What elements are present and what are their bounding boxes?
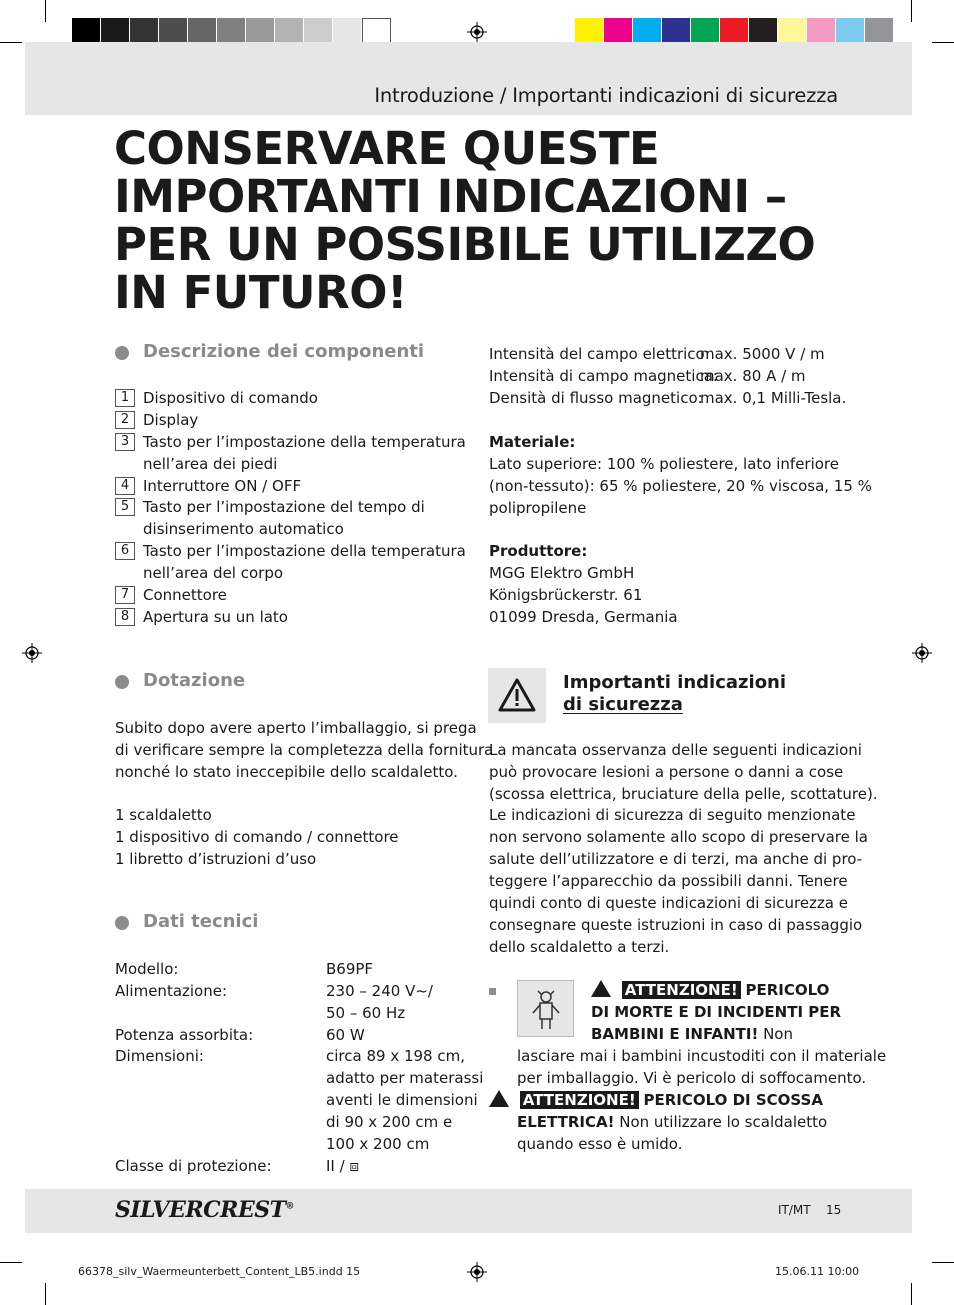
- safety-text: quindi conto di queste indicazioni di sicurezza e: [489, 894, 848, 912]
- attention-badge: ATTENZIONE!: [622, 981, 741, 999]
- tech-value: 60 W: [326, 1026, 365, 1044]
- component-label-cont: disinserimento automatico: [143, 520, 344, 538]
- component-number: 6: [115, 542, 135, 560]
- warning1-line3: [591, 1023, 793, 1045]
- field-label: Intensità di campo magnetica:: [489, 367, 718, 385]
- section-bullet: [115, 916, 129, 930]
- tech-label: Modello:: [115, 960, 179, 978]
- manufacturer-text: MGG Elektro GmbH: [489, 564, 635, 582]
- tech-value: 230 – 240 V~/: [326, 982, 433, 1000]
- component-label: Apertura su un lato: [143, 608, 288, 626]
- tech-label: Classe di protezione:: [115, 1157, 272, 1175]
- attention-badge: ATTENZIONE!: [520, 1091, 639, 1109]
- material-text: polipropilene: [489, 499, 587, 517]
- crop-mark: [911, 1283, 912, 1305]
- tech-value: 100 x 200 cm: [326, 1135, 430, 1153]
- section-bullet: [115, 346, 129, 360]
- warning-box: [488, 668, 546, 723]
- component-number: 1: [115, 389, 135, 407]
- section-bullet: [115, 675, 129, 689]
- crop-mark: [932, 1262, 954, 1263]
- component-label: Tasto per l’impostazione della temperatura: [143, 542, 466, 560]
- safety-text: (scossa elettrica, bruciature della pelle, scottature).: [489, 785, 878, 803]
- dotazione-text: nonché lo stato ineccepibile dello scaldaletto.: [115, 763, 458, 781]
- material-heading: Materiale:: [489, 433, 576, 451]
- field-value: max. 5000 V / m: [700, 345, 825, 363]
- registered-mark: ®: [285, 1201, 294, 1212]
- safety-heading-line2: di sicurezza: [563, 694, 683, 715]
- warning1-line1: [591, 979, 829, 1001]
- tech-label: Alimentazione:: [115, 982, 228, 1000]
- warning1-bold: BAMBINI E INFANTI!: [591, 1025, 759, 1043]
- tech-value: 50 – 60 Hz: [326, 1004, 406, 1022]
- warning1-line4: lasciare mai i bambini incustoditi con il materiale: [517, 1047, 887, 1065]
- page-language: IT/MT: [778, 1203, 811, 1217]
- safety-heading: [563, 672, 786, 716]
- safety-text: teggere l’apparecchio da possibili danni. Tenere: [489, 872, 848, 890]
- safety-text: salute dell’utilizzatore e di terzi, ma anche di pro-: [489, 850, 863, 868]
- component-number: 5: [115, 498, 135, 516]
- main-title: CONSERVARE QUESTE IMPORTANTI INDICAZIONI – PER UN POSSIBILE UTILIZZO IN FUTURO!: [114, 122, 816, 319]
- registration-mark-icon: [912, 643, 932, 663]
- component-label-cont: nell’area dei piedi: [143, 455, 278, 473]
- warning1-text: Non: [763, 1025, 793, 1043]
- dotazione-item: 1 scaldaletto: [115, 806, 212, 824]
- warning-triangle-icon: [488, 668, 546, 723]
- components-heading: Descrizione dei componenti: [143, 341, 425, 362]
- component-number: 7: [115, 586, 135, 604]
- crop-mark: [932, 42, 954, 43]
- child-with-bag-icon: [518, 981, 573, 1036]
- registration-mark-icon: [467, 22, 487, 42]
- manufacturer-text: 01099 Dresda, Germania: [489, 608, 678, 626]
- safety-text: può provocare lesioni a persone o danni a cose: [489, 763, 844, 781]
- dotazione-item: 1 libretto d’istruzioni d’uso: [115, 850, 317, 868]
- component-number: 2: [115, 411, 135, 429]
- safety-text: consegnare queste istruzioni in caso di passaggio: [489, 916, 863, 934]
- slug-date: 15.06.11 10:00: [775, 1265, 860, 1278]
- crop-mark: [0, 1262, 22, 1263]
- registration-mark-icon: [467, 1262, 487, 1282]
- field-value: max. 0,1 Milli-Tesla.: [700, 389, 847, 407]
- manufacturer-heading: Produttore:: [489, 542, 588, 560]
- field-label: Densità di flusso magnetico:: [489, 389, 703, 407]
- component-label: Interruttore ON / OFF: [143, 477, 302, 495]
- brand-logo: [115, 1197, 294, 1223]
- crop-mark: [45, 0, 46, 22]
- warning2-line2: [517, 1111, 827, 1133]
- tech-label: Dimensioni:: [115, 1047, 204, 1065]
- dotazione-heading: Dotazione: [143, 670, 246, 691]
- tech-heading: Dati tecnici: [143, 911, 259, 932]
- dotazione-text: di verificare sempre la completezza della fornitura: [115, 741, 494, 759]
- warning2-text: Non utilizzare lo scaldaletto: [619, 1113, 828, 1131]
- dotazione-item: 1 dispositivo di comando / connettore: [115, 828, 399, 846]
- tech-value: B69PF: [326, 960, 374, 978]
- component-label: Tasto per l’impostazione della temperatura: [143, 433, 466, 451]
- safety-text: La mancata osservanza delle seguenti indicazioni: [489, 741, 862, 759]
- component-label: Connettore: [143, 586, 227, 604]
- warning-triangle-icon: [489, 1090, 509, 1107]
- list-square-bullet: [489, 988, 496, 995]
- tech-value: II / ⧈: [326, 1157, 359, 1175]
- safety-text: Le indicazioni di sicurezza di seguito menzionate: [489, 806, 856, 824]
- tech-label: Potenza assorbita:: [115, 1026, 254, 1044]
- field-label: Intensità del campo elettrico:: [489, 345, 710, 363]
- component-label: Display: [143, 411, 199, 429]
- safety-heading-line1: Importanti indicazioni: [563, 672, 787, 693]
- dotazione-text: Subito dopo avere aperto l’imballaggio, si prega: [115, 719, 477, 737]
- component-label-cont: nell’area del corpo: [143, 564, 284, 582]
- warning1-line5: per imballaggio. Vi è pericolo di soffocamento.: [517, 1069, 867, 1087]
- manufacturer-text: Königsbrückerstr. 61: [489, 586, 643, 604]
- component-label: Tasto per l’impostazione del tempo di: [143, 498, 425, 516]
- warning2-bold: ELETTRICA!: [517, 1113, 615, 1131]
- tech-value: aventi le dimensioni: [326, 1091, 478, 1109]
- component-number: 3: [115, 433, 135, 451]
- crop-mark: [0, 42, 22, 43]
- tech-value: di 90 x 200 cm e: [326, 1113, 453, 1131]
- tech-value: adatto per materassi: [326, 1069, 484, 1087]
- child-warning-icon: [517, 980, 574, 1037]
- crop-mark: [911, 0, 912, 22]
- component-number: 8: [115, 608, 135, 626]
- warning2-bold: PERICOLO DI SCOSSA: [643, 1091, 823, 1109]
- field-value: max. 80 A / m: [700, 367, 806, 385]
- safety-text: non servono solamente allo scopo di preservare la: [489, 828, 868, 846]
- warning1-bold: PERICOLO: [745, 981, 830, 999]
- safety-text: dello scaldaletto a terzi.: [489, 938, 670, 956]
- brand-name: SILVERCREST: [115, 1197, 286, 1223]
- registration-mark-icon: [22, 643, 42, 663]
- warning1-line2: DI MORTE E DI INCIDENTI PER: [591, 1003, 842, 1021]
- material-text: Lato superiore: 100 % poliestere, lato inferiore: [489, 455, 840, 473]
- material-text: (non-tessuto): 65 % poliestere, 20 % viscosa, 15 %: [489, 477, 872, 495]
- tech-value: circa 89 x 198 cm,: [326, 1047, 465, 1065]
- page-header-title: Introduzione / Importanti indicazioni di sicurezza: [374, 84, 838, 107]
- crop-mark: [45, 1283, 46, 1305]
- component-label: Dispositivo di comando: [143, 389, 318, 407]
- slug-filename: 66378_silv_Waermeunterbett_Content_LB5.indd 15: [78, 1265, 361, 1278]
- page-number: 15: [826, 1203, 842, 1217]
- warning2-line1: [489, 1089, 823, 1111]
- warning-triangle-icon: [591, 980, 611, 997]
- component-number: 4: [115, 477, 135, 495]
- warning2-line3: quando esso è umido.: [517, 1135, 683, 1153]
